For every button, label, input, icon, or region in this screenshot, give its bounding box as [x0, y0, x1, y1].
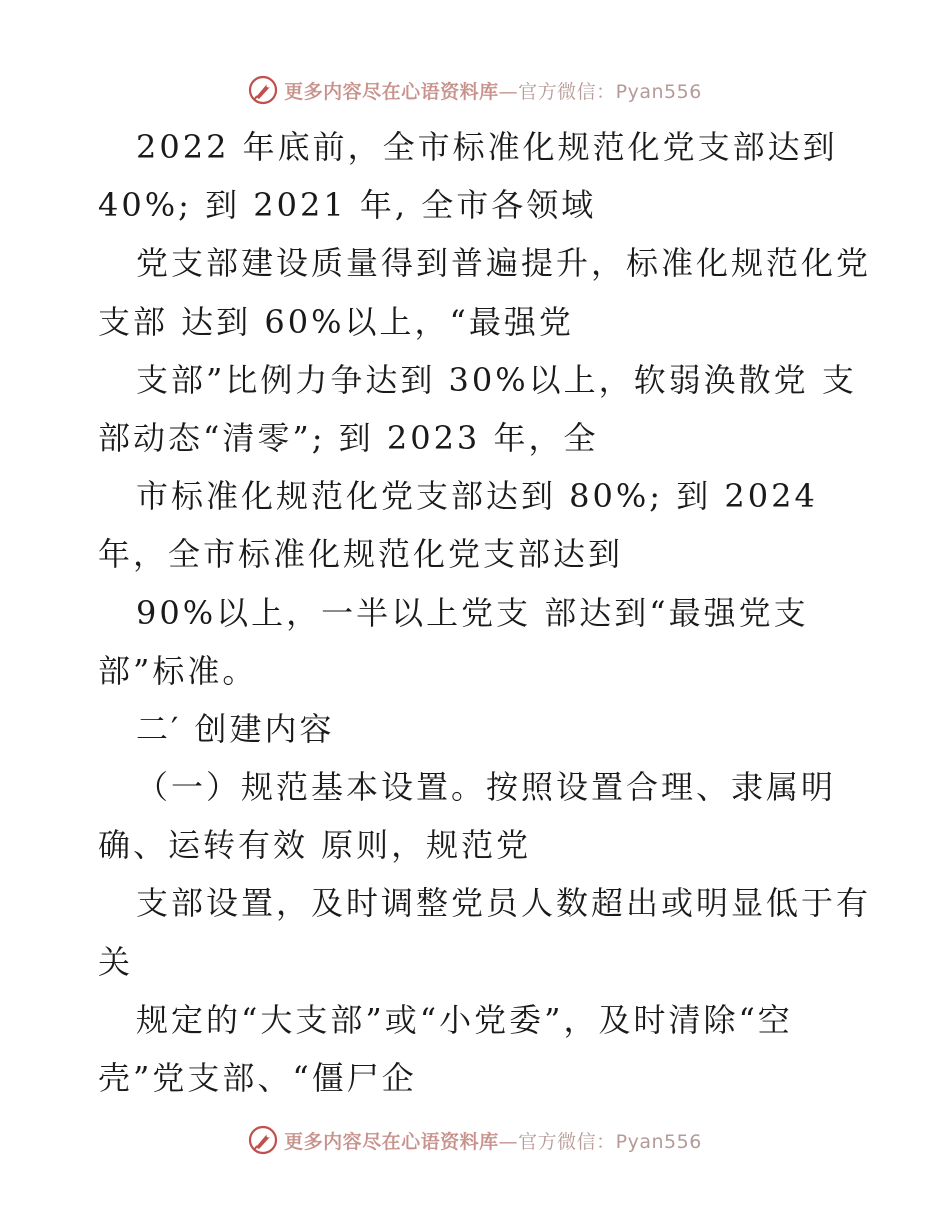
footer-watermark [0, 1120, 950, 1160]
text-line: 部动态“清零”; 到 2023 年，全 [98, 418, 599, 457]
text-line: 40%; 到 2021 年, 全市各领域 [98, 186, 597, 225]
text-line: 市标准化规范化党支部达到 80%; 到 2024 [136, 477, 818, 516]
watermark-wechat: 官方微信：Pyan556 [518, 80, 702, 103]
text-line: 部”标准。 [98, 651, 258, 690]
watermark-brand: 更多内容尽在心语资料库 [284, 1130, 499, 1153]
watermark-separator: — [498, 1130, 519, 1153]
watermark-wechat: 官方微信：Pyan556 [518, 1130, 702, 1153]
pen-nib-logo-icon [248, 75, 278, 105]
text-line: （一）规范基本设置。按照设置合理、隶属明 [136, 768, 837, 807]
watermark-separator: — [498, 80, 519, 103]
text-line: 规定的“大支部”或“小党委”，及时清除“空 [136, 1000, 793, 1039]
text-line: 支部设置，及时调整党员人数超出或明显低于有 [136, 884, 872, 923]
text-line: 2022 年底前，全市标准化规范化党支部达到 [136, 128, 838, 166]
pen-nib-logo-icon [248, 1125, 278, 1155]
text-line: 年，全市标准化规范化党支部达到 [98, 535, 624, 574]
text-line: 支部”比例力争达到 30%以上，软弱涣散党 支 [136, 360, 857, 399]
text-line: 壳”党支部、“僵尸企 [98, 1059, 417, 1097]
watermark-brand: 更多内容尽在心语资料库 [284, 80, 499, 103]
document-body [98, 118, 872, 1107]
text-line: 确、运转有效 原则，规范党 [98, 826, 532, 865]
text-line: 支部 达到 60%以上，“最强党 [98, 302, 574, 341]
header-watermark [0, 70, 950, 110]
section-heading: 二′ 创建内容 [136, 709, 335, 748]
text-line: 关 [98, 942, 134, 981]
text-line: 90%以上，一半以上党支 部达到“最强党支 [136, 593, 809, 632]
text-line: 党支部建设质量得到普遍提升，标准化规范化党 [136, 244, 872, 283]
